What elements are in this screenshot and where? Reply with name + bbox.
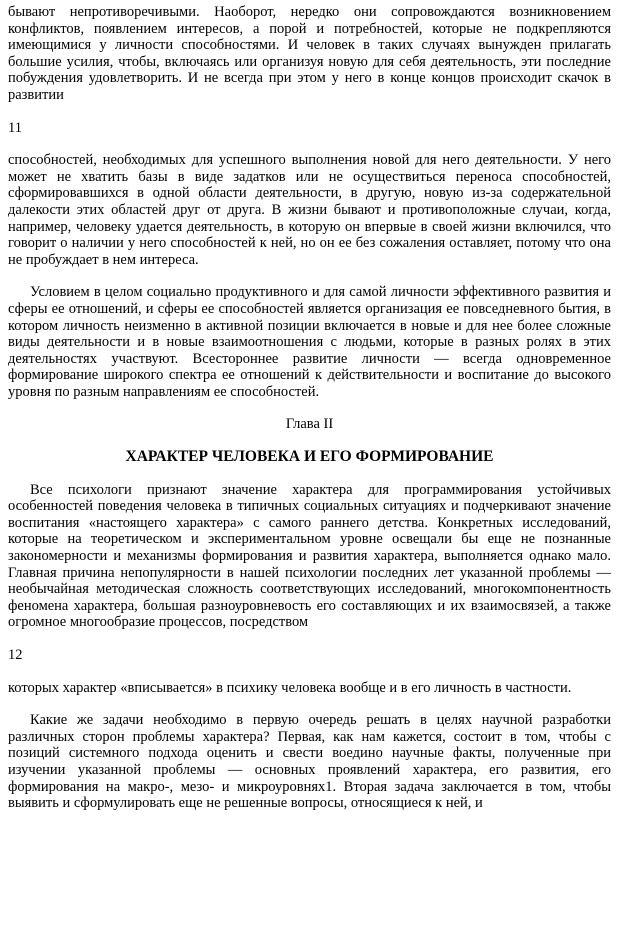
page-number: 12 xyxy=(8,647,23,663)
paragraph: Все психологи признают значение характера для программирования устойчивых особенностей поведения человека в типичных социальных ситуациях и подчеркивают значение воспитания «настоящего характера» с самого раннего детства. Конкретных исследований, которые на теоретическом и экспериментальном уровне освещали бы еще не познанные закономерности и механизмы формирования и развития характера, выполняется однако мало. Главная причина непопулярности в нашей психологии последних лет указанной проблемы — необычайная методическая сложность соответствующих исследований, многокомпонентность феномена характера, большая разноуровневость его составляющих и их взаимосвязей, а также огромное многообразие процессов, посредством xyxy=(8,481,611,631)
paragraph: которых характер «вписывается» в психику человека вообще и в его личность в частности. xyxy=(8,679,572,696)
paragraph: Условием в целом социально продуктивного и для самой личности эффективного развития и сферы ее отношений, и сферы ее способностей является организация ее повседневного бытия, в котором личность неизменно в активной позиции включается в новые и для нее более сложные виды деятельности и в новые взаимоотношения с людьми, которые в разных ролях в этих деятельностях участвуют. Всестороннее развитие личности — всегда одновременное формирование широкого спектра ее отношений к действительности и воспитание до высокого уровня по разным направлениям ее способностей. xyxy=(8,284,611,400)
page-number: 11 xyxy=(8,119,22,136)
paragraph-continuation: бывают непротиворечивыми. Наоборот, нередко они сопровождаются возникновением конфликтов, появлением интересов, а порой и потребностей, которые не подкрепляются имеющимися у личности способностями. И человек в таких случаях вынужден прилагать большие усилия, чтобы, включаясь или организуя новую для себя деятельность, эти последние побуждения удовлетворить. И не всегда при этом у него в конце концов происходит скачок в развитии xyxy=(8,4,611,103)
chapter-title: ХАРАКТЕР ЧЕЛОВЕКА И ЕГО ФОРМИРОВАНИЕ xyxy=(125,448,494,466)
chapter-heading: Глава II xyxy=(285,416,334,433)
paragraph: способностей, необходимых для успешного выполнения новой для него деятельности. У него может не хватить базы в виде задатков или не осуществиться переноса способностей, сформировавшихся в одной области деятельности, в другую, новую из-за содержательной далекости этих областей друг от друга. В жизни бывают и противоположные случаи, когда, например, человеку удается деятельность, в которую он впервые в своей жизни включился, что говорит о наличии у него способностей к ней, но он ее без сожаления оставляет, потому что она не пробуждает в нем интереса. xyxy=(8,152,611,268)
paragraph: Какие же задачи необходимо в первую очередь решать в целях научной разработки различных сторон проблемы характера? Первая, как нам кажется, состоит в том, чтобы с позиций системного подхода оценить и свести воедино научные факты, полученные при изучении указанной проблемы — основных проявлений характера, его развития, его формирования на макро-, мезо- и микроуровнях1. Вторая задача заключается в том, чтобы выявить и сформулировать еще не решенные вопросы, относящиеся к ней, и xyxy=(8,712,611,812)
